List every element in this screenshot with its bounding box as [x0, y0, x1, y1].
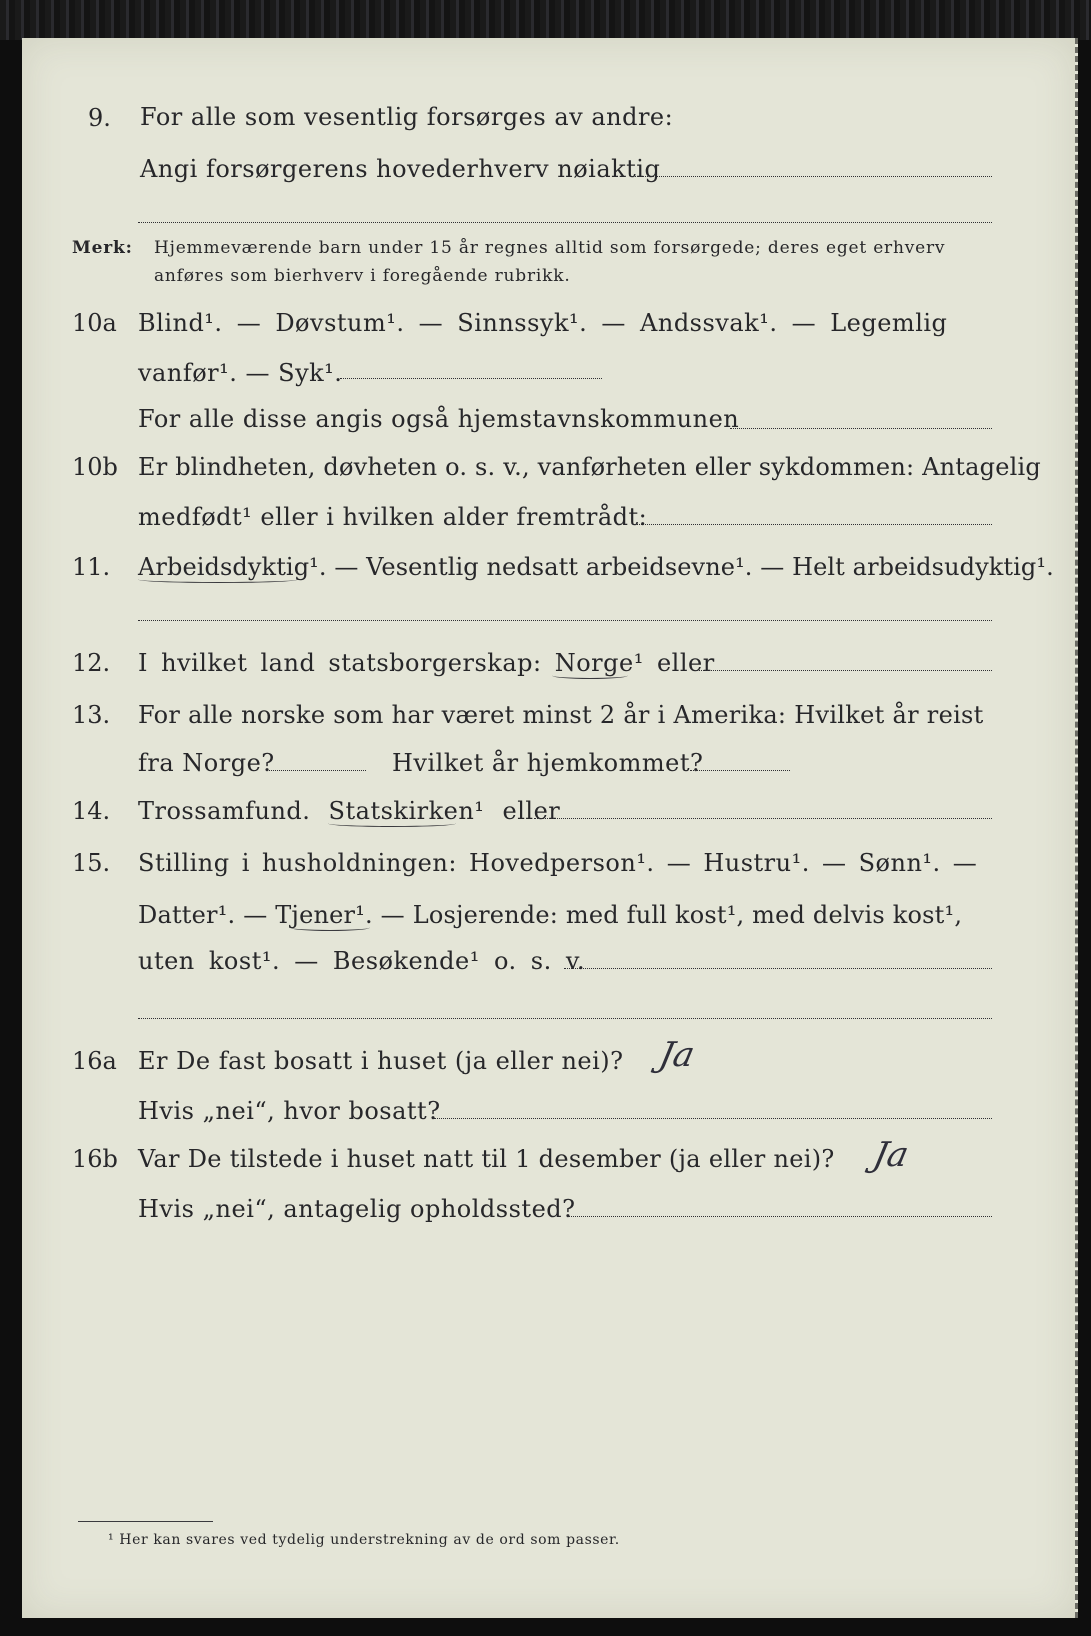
- merk-line2: anføres som bierhverv i foregående rubrikk.: [154, 266, 571, 286]
- q9-answer-line[interactable]: [632, 176, 992, 177]
- footnote-rule: [78, 1521, 213, 1522]
- scan-border: [0, 0, 1091, 40]
- q9-answer-line-2[interactable]: [138, 222, 992, 223]
- q15-line1: Stilling i husholdningen: Hovedperson¹. — Hustru¹. — Sønn¹. —: [138, 849, 978, 877]
- q15-line2: Datter¹. — Tjener¹. — Losjerende: med full kost¹, med delvis kost¹,: [138, 901, 963, 929]
- q13-line2b: Hvilket år hjemkommet?: [392, 749, 704, 777]
- q10b-number: 10b: [72, 453, 118, 481]
- q12-text: I hvilket land statsborgerskap: Norge¹ eller: [138, 649, 715, 677]
- q15-answer-line[interactable]: [564, 968, 992, 969]
- q12-underline-mark: [552, 672, 628, 679]
- merk-line1: Hjemmeværende barn under 15 år regnes alltid som forsørgede; deres eget erhverv: [154, 238, 946, 258]
- q14-number: 14.: [72, 797, 111, 825]
- q16a-handwritten-answer: Ja: [655, 1035, 699, 1075]
- q16b-opholdssted-answer-line[interactable]: [568, 1216, 992, 1217]
- q14-answer-line[interactable]: [534, 818, 992, 819]
- q10a-line1: Blind¹. — Døvstum¹. — Sinnssyk¹. — Andssvak¹. — Legemlig: [138, 309, 948, 337]
- q10b-line1: Er blindheten, døvheten o. s. v., vanførheten eller sykdommen: Antagelig: [138, 453, 1041, 481]
- q16b-line2: Hvis „nei“, antagelig opholdssted?: [138, 1195, 576, 1223]
- q13-reist-answer-line[interactable]: [266, 770, 366, 771]
- q15-number: 15.: [72, 849, 111, 877]
- q13-hjemkommet-answer-line[interactable]: [690, 770, 790, 771]
- q16a-bosatt-answer-line[interactable]: [434, 1118, 992, 1119]
- q13-number: 13.: [72, 701, 111, 729]
- q16a-number: 16a: [72, 1047, 117, 1075]
- q15-line3: uten kost¹. — Besøkende¹ o. s. v.: [138, 947, 586, 975]
- q11-text: Arbeidsdyktig¹. — Vesentlig nedsatt arbeidsevne¹. — Helt arbeidsudyktig¹.: [138, 553, 1054, 581]
- q10a-syk-answer-line[interactable]: [340, 378, 602, 379]
- q9-question-line1: For alle som vesentlig forsørges av andre:: [140, 103, 674, 131]
- q15-answer-line-2[interactable]: [138, 1018, 992, 1019]
- q13-line1: For alle norske som har været minst 2 år i Amerika: Hvilket år reist: [138, 701, 984, 729]
- q11-underline-mark: [138, 576, 298, 583]
- q10a-number: 10a: [72, 309, 117, 337]
- census-form-page: [22, 38, 1078, 1618]
- q9-question-line2: Angi forsørgerens hovederhverv nøiaktig: [140, 155, 661, 183]
- q10b-line2: medfødt¹ eller i hvilken alder fremtrådt:: [138, 503, 648, 531]
- q11-number: 11.: [72, 553, 111, 581]
- q10a-line2: vanfør¹. — Syk¹.: [138, 359, 343, 387]
- q13-line2a: fra Norge?: [138, 749, 275, 777]
- q9-number: 9.: [88, 104, 111, 132]
- q10a-hjemstavn-answer-line[interactable]: [730, 428, 992, 429]
- q16a-line1: Er De fast bosatt i huset (ja eller nei)?: [138, 1047, 624, 1075]
- q12-answer-line[interactable]: [696, 670, 992, 671]
- q12-number: 12.: [72, 649, 111, 677]
- footnote-mark: ¹: [108, 1532, 115, 1548]
- q16a-line2: Hvis „nei“, hvor bosatt?: [138, 1097, 441, 1125]
- q16b-number: 16b: [72, 1145, 118, 1173]
- q10a-line3: For alle disse angis også hjemstavnskommunen: [138, 405, 740, 433]
- q16b-line1: Var De tilstede i huset natt til 1 desember (ja eller nei)?: [138, 1145, 835, 1173]
- footnote: [108, 1530, 620, 1550]
- q14-underline-mark: [328, 820, 456, 827]
- q11-answer-line[interactable]: [138, 620, 992, 621]
- footnote-text: Her kan svares ved tydelig understrekning av de ord som passer.: [119, 1532, 620, 1548]
- q10b-answer-line[interactable]: [634, 524, 992, 525]
- q15-underline-mark: [290, 924, 370, 931]
- q16b-handwritten-answer: Ja: [869, 1135, 913, 1175]
- q14-text: Trossamfund. Statskirken¹ eller: [138, 797, 561, 825]
- merk-label: Merk:: [72, 238, 133, 258]
